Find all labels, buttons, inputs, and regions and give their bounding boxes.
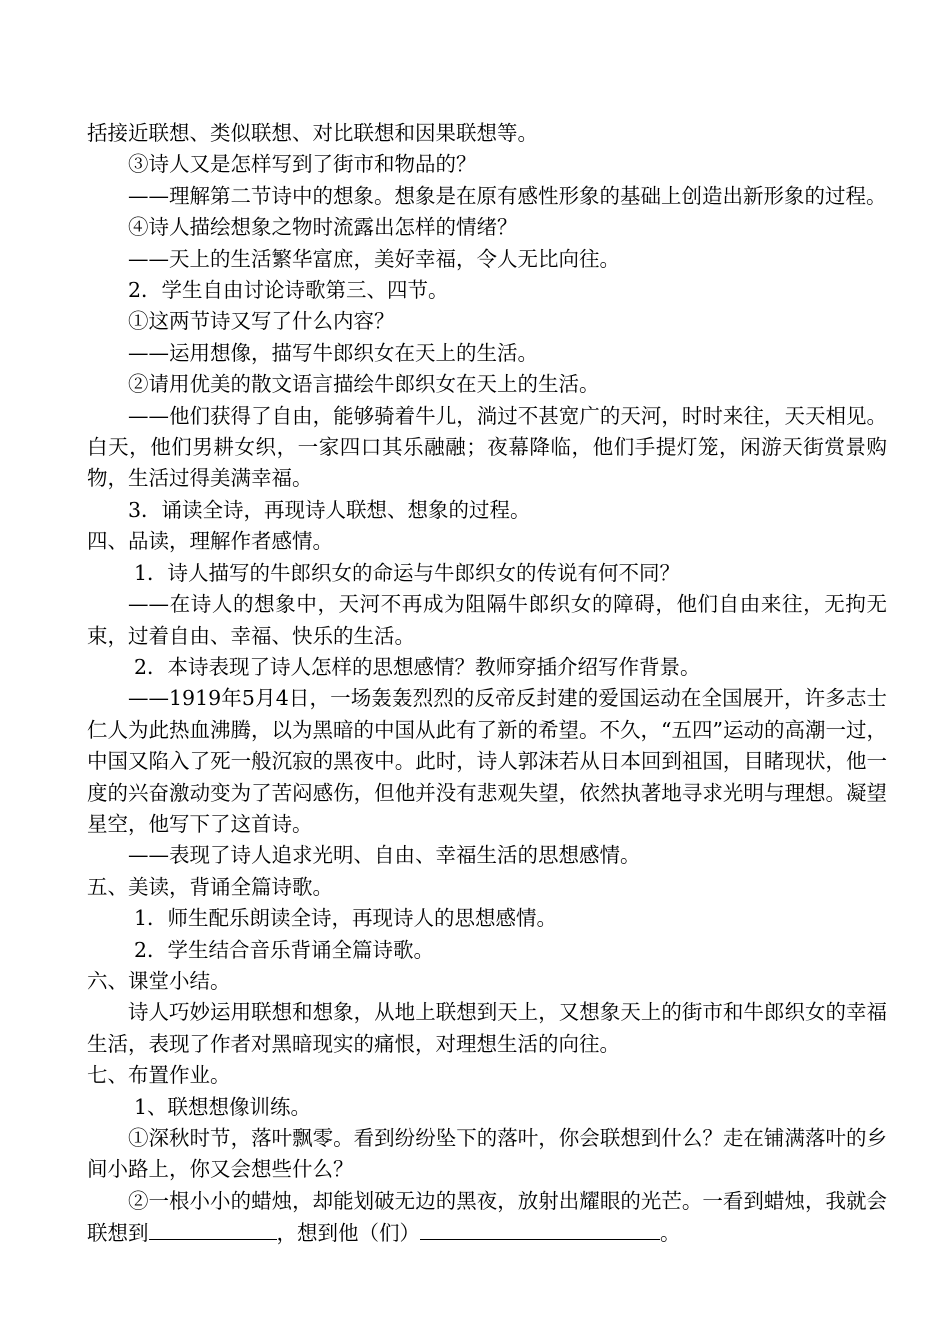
question-1: ①这两节诗又写了什么内容？ bbox=[128, 309, 395, 334]
section-5-heading: 五、美读，背诵全篇诗歌。 bbox=[87, 874, 333, 899]
question-4: ④诗人描绘想象之物时流露出怎样的情绪？ bbox=[128, 215, 518, 240]
answer-1: ——运用想像，描写牛郎织女在天上的生活。 bbox=[128, 340, 538, 365]
step-2-heading: 2．学生自由讨论诗歌第三、四节。 bbox=[128, 278, 449, 303]
section-5-item-2: 2．学生结合音乐背诵全篇诗歌。 bbox=[134, 937, 435, 962]
background-paragraph: ——1919年5月4日，一场轰轰烈烈的反帝反封建的爱国运动在全国展开，许多志士仁人为此热血沸腾，以为黑暗的中国从此有了新的希望。不久，“五四”运动的高潮一过，中国又陷入了死一般沉寂的黑夜中。此时，诗人郭沫若从日本回到祖国，目睹现状，他一度的兴奋激动变为了苦闷感伤，但他并没有悲观失望，依然执著地寻求光明与理想。凝望星空，他写下了这首诗。 bbox=[87, 686, 887, 836]
exercise-2-text-a: ②一根小小的蜡烛，却能划破无边的黑夜，放射出耀眼的光芒。一看到蜡烛，我就会联想到 bbox=[87, 1188, 887, 1246]
paragraph-1: 括接近联想、类似联想、对比联想和因果联想等。 bbox=[87, 121, 538, 145]
step-3-heading: 3．诵读全诗，再现诗人联想、想象的过程。 bbox=[128, 497, 531, 522]
section-7-heading: 七、布置作业。 bbox=[87, 1063, 231, 1088]
document-page bbox=[87, 118, 887, 1250]
question-2: ②请用优美的散文语言描绘牛郎织女在天上的生活。 bbox=[128, 372, 600, 397]
homework-item-1: 1、联想想像训练。 bbox=[134, 1094, 312, 1119]
summary-paragraph: 诗人巧妙运用联想和想象，从地上联想到天上，又想象天上的街市和牛郎织女的幸福生活，表现了作者对黑暗现实的痛恨，对理想生活的向往。 bbox=[87, 1000, 887, 1056]
section-5-item-1: 1．师生配乐朗读全诗，再现诗人的思想感情。 bbox=[134, 906, 558, 931]
fill-blank-2[interactable] bbox=[420, 1217, 660, 1240]
exercise-2-text-c: 。 bbox=[660, 1221, 681, 1246]
section-4-heading: 四、品读，理解作者感情。 bbox=[87, 529, 333, 554]
answer-2: ——他们获得了自由，能够骑着牛儿，淌过不甚宽广的天河，时时来往，天天相见。白天，他们男耕女织，一家四口其乐融融；夜幕降临，他们手提灯笼，闲游天街赏景购物，生活过得美满幸福。 bbox=[87, 403, 887, 491]
question-3: ③诗人又是怎样写到了街市和物品的？ bbox=[128, 152, 477, 177]
section-4-question-1: 1．诗人描写的牛郎织女的命运与牛郎织女的传说有何不同？ bbox=[134, 560, 681, 585]
exercise-2-text-b: ，想到他（们） bbox=[276, 1221, 420, 1246]
answer-3: ——理解第二节诗中的想象。想象是在原有感性形象的基础上创造出新形象的过程。 bbox=[128, 183, 887, 208]
answer-4: ——天上的生活繁华富庶，美好幸福，令人无比向往。 bbox=[128, 246, 620, 271]
section-4-question-2: 2．本诗表现了诗人怎样的思想感情？教师穿插介绍写作背景。 bbox=[134, 654, 701, 679]
section-4-answer-2: ——表现了诗人追求光明、自由、幸福生活的思想感情。 bbox=[128, 843, 641, 868]
exercise-1: ①深秋时节，落叶飘零。看到纷纷坠下的落叶，你会联想到什么？走在铺满落叶的乡间小路上，你又会想些什么？ bbox=[87, 1126, 887, 1182]
exercise-2 bbox=[87, 1186, 887, 1250]
fill-blank-1[interactable] bbox=[149, 1217, 277, 1240]
section-6-heading: 六、课堂小结。 bbox=[87, 968, 231, 993]
section-4-answer-1: ——在诗人的想象中，天河不再成为阻隔牛郎织女的障碍，他们自由来往，无拘无束，过着自由、幸福、快乐的生活。 bbox=[87, 592, 887, 648]
